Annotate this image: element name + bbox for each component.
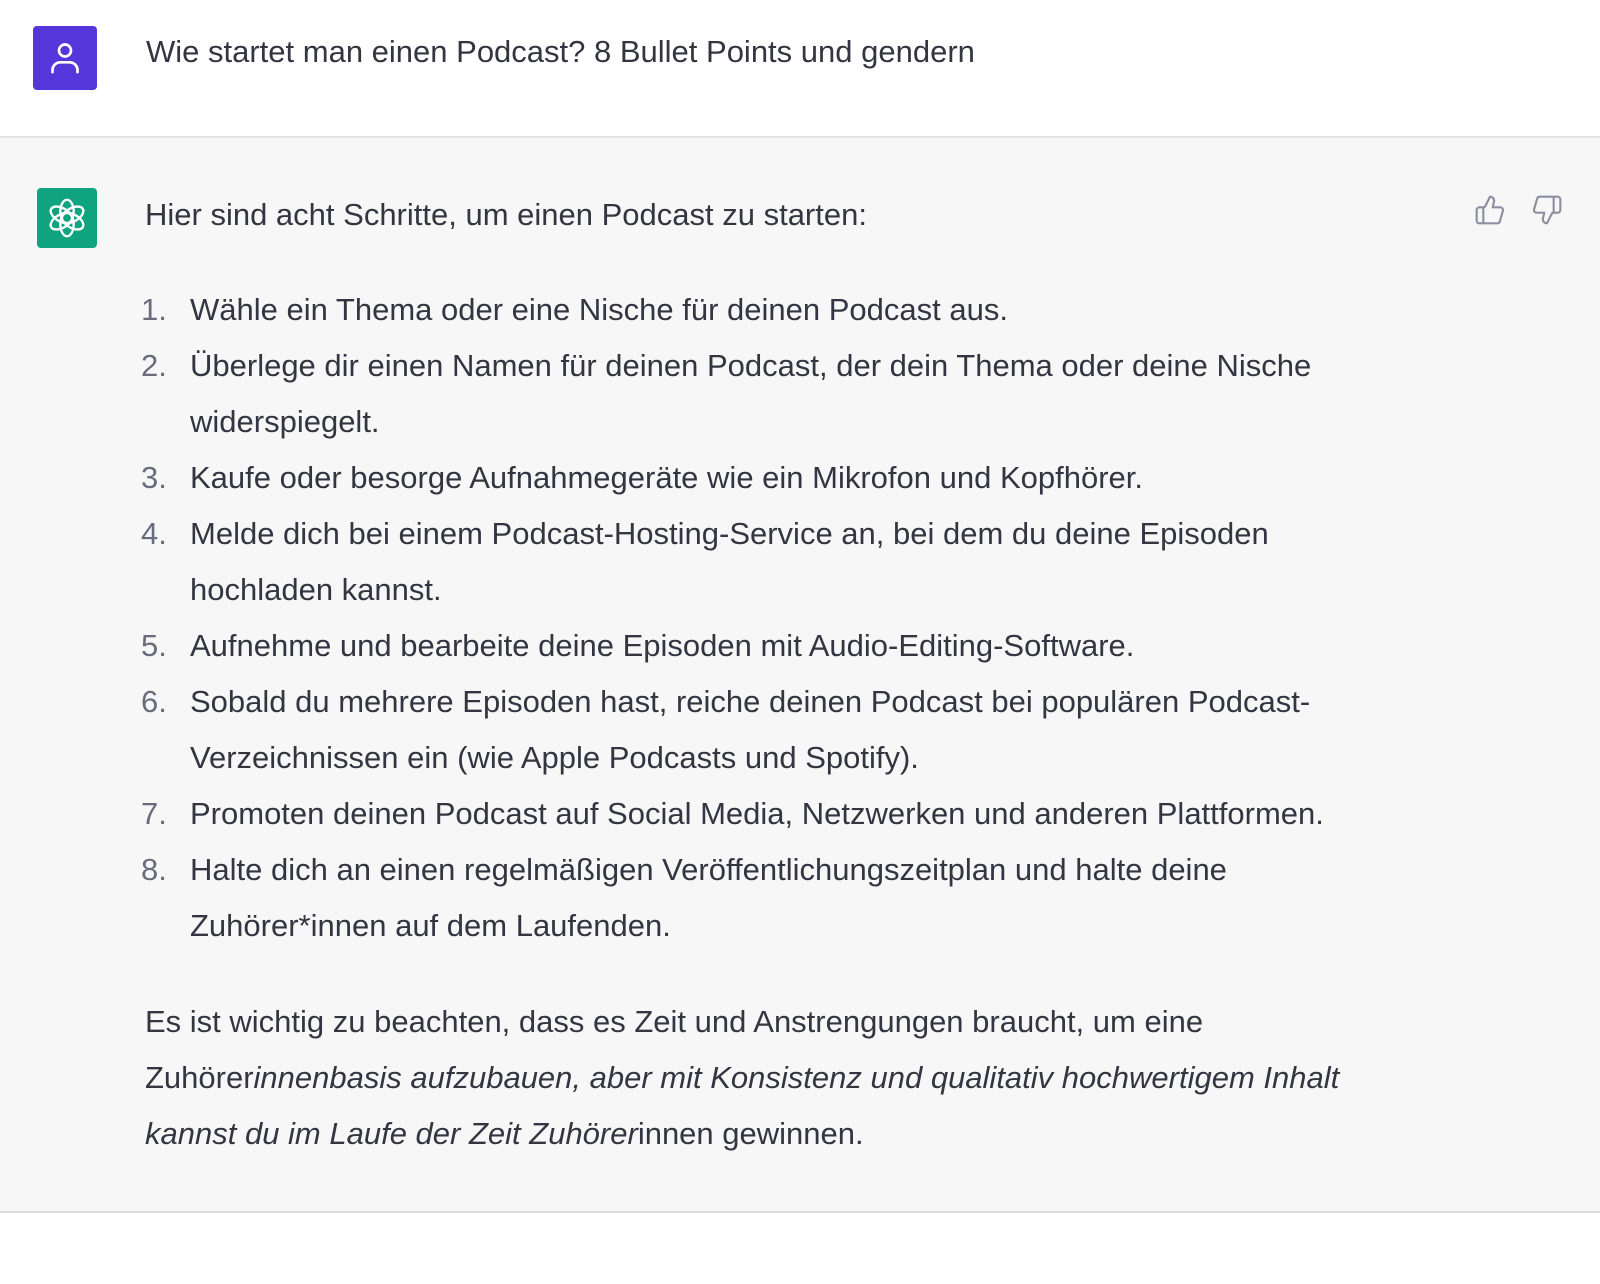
list-item-text: Kaufe oder besorge Aufnahmegeräte wie ein Mikrofon und Kopfhörer. xyxy=(190,460,1144,495)
list-item xyxy=(141,282,1415,338)
list-item xyxy=(141,338,1415,450)
list-item xyxy=(141,506,1415,618)
list-item-number: 4. xyxy=(141,516,167,551)
list-item xyxy=(141,842,1415,954)
thumbs-down-button[interactable] xyxy=(1529,192,1565,228)
list-item-text: Promoten deinen Podcast auf Social Media, Netzwerken und anderen Plattformen. xyxy=(190,796,1324,831)
steps-list xyxy=(141,282,1415,954)
list-item xyxy=(141,786,1415,842)
list-item-text: Aufnehme und bearbeite deine Episoden mit Audio-Editing-Software. xyxy=(190,628,1135,663)
list-item-number: 3. xyxy=(141,460,167,495)
thumbs-up-button[interactable] xyxy=(1472,192,1508,228)
list-item-number: 5. xyxy=(141,628,167,663)
list-item-text: Wähle ein Thema oder eine Nische für deinen Podcast aus. xyxy=(190,292,1008,327)
list-item xyxy=(141,450,1415,506)
thumbs-down-icon xyxy=(1531,194,1563,226)
assistant-message-content xyxy=(141,188,1415,1162)
list-item-number: 6. xyxy=(141,684,167,719)
thumbs-up-icon xyxy=(1474,194,1506,226)
user-icon xyxy=(45,38,85,78)
list-item-number: 2. xyxy=(141,348,167,383)
user-avatar xyxy=(33,26,97,90)
user-message xyxy=(0,0,1600,138)
list-item-number: 1. xyxy=(141,292,167,327)
list-item-text: Überlege dir einen Namen für deinen Podcast, der dein Thema oder deine Nische widerspiegelt. xyxy=(190,348,1312,439)
assistant-intro: Hier sind acht Schritte, um einen Podcast zu starten: xyxy=(145,197,867,232)
list-item-text: Halte dich an einen regelmäßigen Veröffentlichungszeitplan und halte deine Zuhörer*innen auf dem Laufenden. xyxy=(190,852,1227,943)
list-item xyxy=(141,618,1415,674)
outro-text-italic: innenbasis aufzubauen, aber mit Konsistenz und qualitativ hochwertigem Inhalt kannst du im Laufe der Zeit Zuhörer xyxy=(145,1060,1340,1151)
openai-logo-icon xyxy=(45,196,89,240)
outro-text-start: Es ist wichtig zu beachten, dass es Zeit und Anstrengungen braucht, um eine Zuhörer xyxy=(145,1004,1204,1095)
list-item-number: 8. xyxy=(141,852,167,887)
user-message-text: Wie startet man einen Podcast? 8 Bullet Points und gendern xyxy=(146,34,975,69)
assistant-message xyxy=(0,138,1600,1213)
assistant-outro xyxy=(145,994,1415,1162)
list-item-number: 7. xyxy=(141,796,167,831)
outro-text-end: innen gewinnen. xyxy=(637,1116,864,1151)
list-item-text: Melde dich bei einem Podcast-Hosting-Service an, bei dem du deine Episoden hochladen kannst. xyxy=(190,516,1269,607)
list-item xyxy=(141,674,1415,786)
list-item-text: Sobald du mehrere Episoden hast, reiche deinen Podcast bei populären Podcast-Verzeichnissen ein (wie Apple Podcasts und Spotify). xyxy=(190,684,1311,775)
assistant-avatar xyxy=(37,188,97,248)
